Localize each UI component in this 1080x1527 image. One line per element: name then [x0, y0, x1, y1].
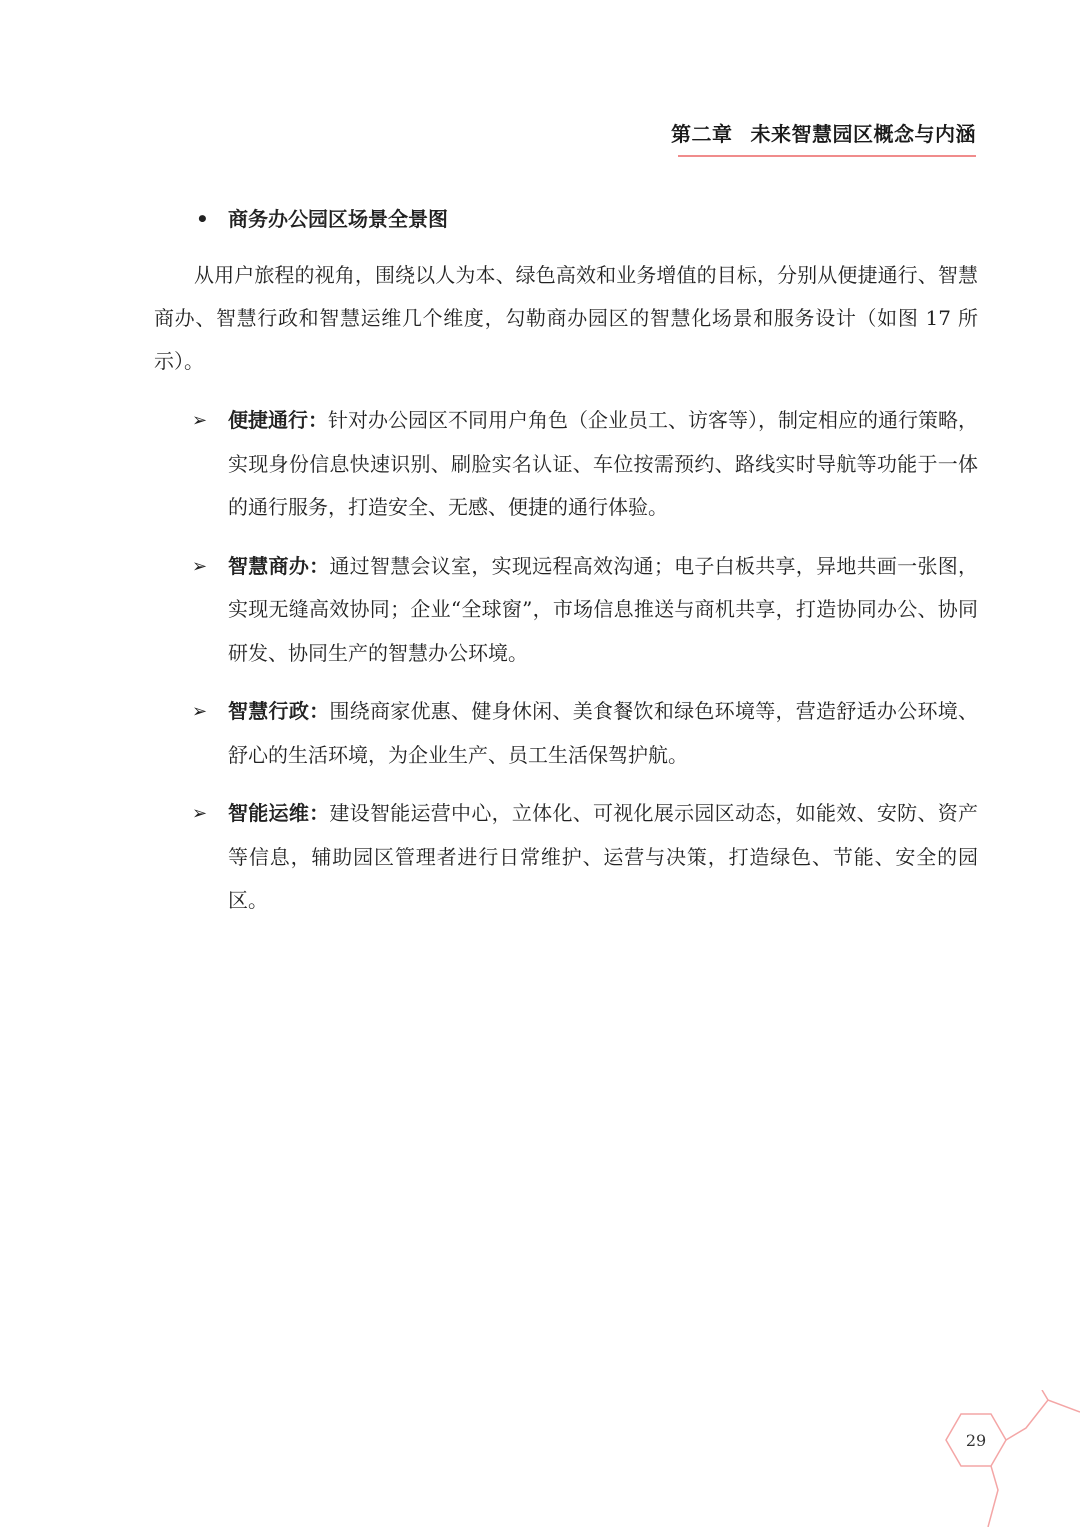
header-divider: [678, 155, 976, 157]
list-item: [192, 792, 978, 923]
section-title: 商务办公园区场景全景图: [228, 207, 448, 231]
chapter-label: 第二章: [671, 122, 733, 146]
intro-paragraph: 从用户旅程的视角，围绕以人为本、绿色高效和业务增值的目标，分别从便捷通行、智慧商办、智慧行政和智慧运维几个维度，勾勒商办园区的智慧化场景和服务设计（如图 17 所示）。: [154, 263, 978, 373]
list-item: [192, 690, 978, 777]
arrow-bullet-icon: ➢: [192, 803, 208, 824]
arrow-bullet-icon: ➢: [192, 701, 208, 722]
bullet-icon: •: [196, 207, 209, 231]
chapter-title: 未来智慧园区概念与内涵: [750, 122, 976, 146]
item-term: 智慧行政：: [228, 699, 330, 723]
item-term: 便捷通行：: [228, 408, 328, 432]
list-item: [192, 545, 978, 676]
item-term: 智慧商办：: [228, 553, 330, 578]
item-text: 针对办公园区不同用户角色（企业员工、访客等），制定相应的通行策略，实现身份信息快速识别、刷脸实名认证、车位按需预约、路线实时导航等功能于一体的通行服务，打造安全、无感、便捷的通行体验。: [228, 408, 978, 519]
item-text: 围绕商家优惠、健身休闲、美食餐饮和绿色环境等，营造舒适办公环境、舒心的生活环境，为企业生产、员工生活保驾护航。: [228, 699, 979, 767]
scenario-list: [192, 399, 978, 938]
arrow-bullet-icon: ➢: [192, 555, 208, 577]
item-text: 建设智能运营中心，立体化、可视化展示园区动态，如能效、安防、资产等信息，辅助园区管理者进行日常维护、运营与决策，打造绿色、节能、安全的园区。: [228, 801, 979, 912]
chapter-header: [671, 118, 976, 147]
page-number: 29: [965, 1430, 987, 1450]
arrow-bullet-icon: ➢: [192, 410, 208, 431]
item-term: 智能运维：: [228, 801, 330, 825]
list-item: [192, 399, 978, 530]
section-heading: [196, 203, 448, 232]
item-text: 通过智慧会议室，实现远程高效沟通；电子白板共享，异地共画一张图，实现无缝高效协同；企业“全球窗”，市场信息推送与商机共享，打造协同办公、协同研发、协同生产的智慧办公环境。: [228, 553, 979, 665]
